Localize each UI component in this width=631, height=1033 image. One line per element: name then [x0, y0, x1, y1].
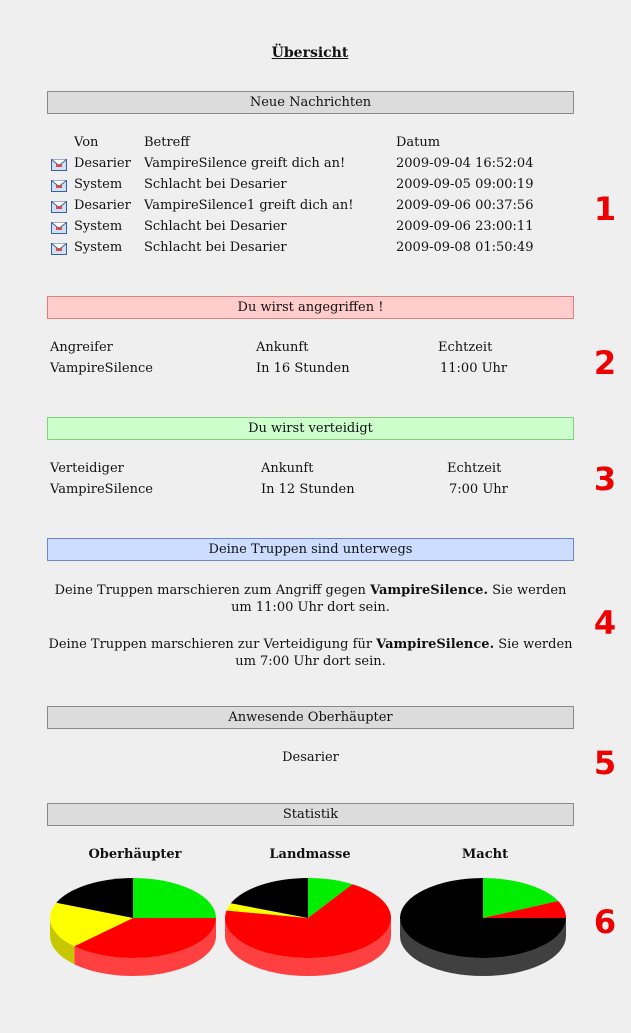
envelope-icon[interactable] [51, 159, 67, 171]
section-marker-1: 1 [593, 190, 617, 228]
section-marker-2: 2 [593, 344, 617, 382]
defender-name[interactable]: VampireSilence [50, 482, 153, 497]
message-sender[interactable]: System [74, 240, 123, 255]
chart-title-landmass: Landmasse [269, 847, 351, 862]
message-sender[interactable]: System [74, 219, 123, 234]
leader-name[interactable]: Desarier [282, 750, 339, 765]
message-date: 2009-09-08 01:50:49 [396, 240, 534, 255]
defend-time-column-header: Echtzeit [447, 461, 502, 476]
attacker-column-header: Angreifer [50, 340, 113, 355]
section-marker-6: 6 [593, 903, 617, 941]
message-sender[interactable]: Desarier [74, 198, 131, 213]
message-sender[interactable]: Desarier [74, 156, 131, 171]
troops-attack-message [47, 582, 574, 616]
envelope-icon[interactable] [51, 243, 67, 255]
message-date: 2009-09-06 00:37:56 [396, 198, 534, 213]
message-text: Sie werden um 7:00 Uhr dort sein. [235, 637, 573, 669]
message-sender[interactable]: System [74, 177, 123, 192]
envelope-icon[interactable] [51, 180, 67, 192]
leaders-header: Anwesende Oberhäupter [47, 706, 574, 729]
attack-arrival: In 16 Stunden [256, 361, 350, 376]
pie-chart-landmass [225, 876, 395, 982]
column-header-date: Datum [396, 135, 441, 150]
message-subject-link[interactable]: Schlacht bei Desarier [144, 219, 287, 234]
chart-title-power: Macht [461, 847, 509, 862]
section-marker-5: 5 [593, 744, 617, 782]
column-header-from: Von [74, 135, 99, 150]
target-name[interactable]: VampireSilence. [370, 583, 488, 598]
page-title: Übersicht [271, 45, 349, 61]
message-subject-link[interactable]: VampireSilence1 greift dich an! [144, 198, 354, 213]
pie-chart-power [400, 876, 570, 982]
target-name[interactable]: VampireSilence. [376, 637, 495, 652]
message-text: Deine Truppen marschieren zur Verteidigung für [48, 637, 377, 652]
envelope-icon[interactable] [51, 222, 67, 234]
column-header-subject: Betreff [144, 135, 190, 150]
pie-slice-green [133, 878, 216, 918]
pie-chart-leaders [50, 876, 220, 982]
message-date: 2009-09-04 16:52:04 [396, 156, 534, 171]
message-date: 2009-09-06 23:00:11 [396, 219, 534, 234]
message-subject-link[interactable]: Schlacht bei Desarier [144, 177, 287, 192]
message-date: 2009-09-05 09:00:19 [396, 177, 534, 192]
attack-arrival-column-header: Ankunft [256, 340, 309, 355]
attack-header: Du wirst angegriffen ! [47, 296, 574, 319]
envelope-icon[interactable] [51, 201, 67, 213]
troops-defense-message [47, 636, 574, 670]
defend-arrival-column-header: Ankunft [261, 461, 314, 476]
chart-title-leaders: Oberhäupter [88, 847, 182, 862]
defender-column-header: Verteidiger [50, 461, 124, 476]
message-text: Deine Truppen marschieren zum Angriff gegen [54, 583, 371, 598]
attack-time: 11:00 Uhr [440, 361, 508, 376]
section-marker-4: 4 [593, 604, 617, 642]
message-subject-link[interactable]: VampireSilence greift dich an! [144, 156, 346, 171]
attacker-name[interactable]: VampireSilence [50, 361, 153, 376]
defend-arrival: In 12 Stunden [261, 482, 355, 497]
message-subject-link[interactable]: Schlacht bei Desarier [144, 240, 287, 255]
stats-header: Statistik [47, 803, 574, 826]
section-marker-3: 3 [593, 460, 617, 498]
messages-header: Neue Nachrichten [47, 91, 574, 114]
troops-header: Deine Truppen sind unterwegs [47, 538, 574, 561]
defend-header: Du wirst verteidigt [47, 417, 574, 440]
message-text: Sie werden um 11:00 Uhr dort sein. [231, 583, 567, 615]
defend-time: 7:00 Uhr [449, 482, 508, 497]
attack-time-column-header: Echtzeit [438, 340, 493, 355]
